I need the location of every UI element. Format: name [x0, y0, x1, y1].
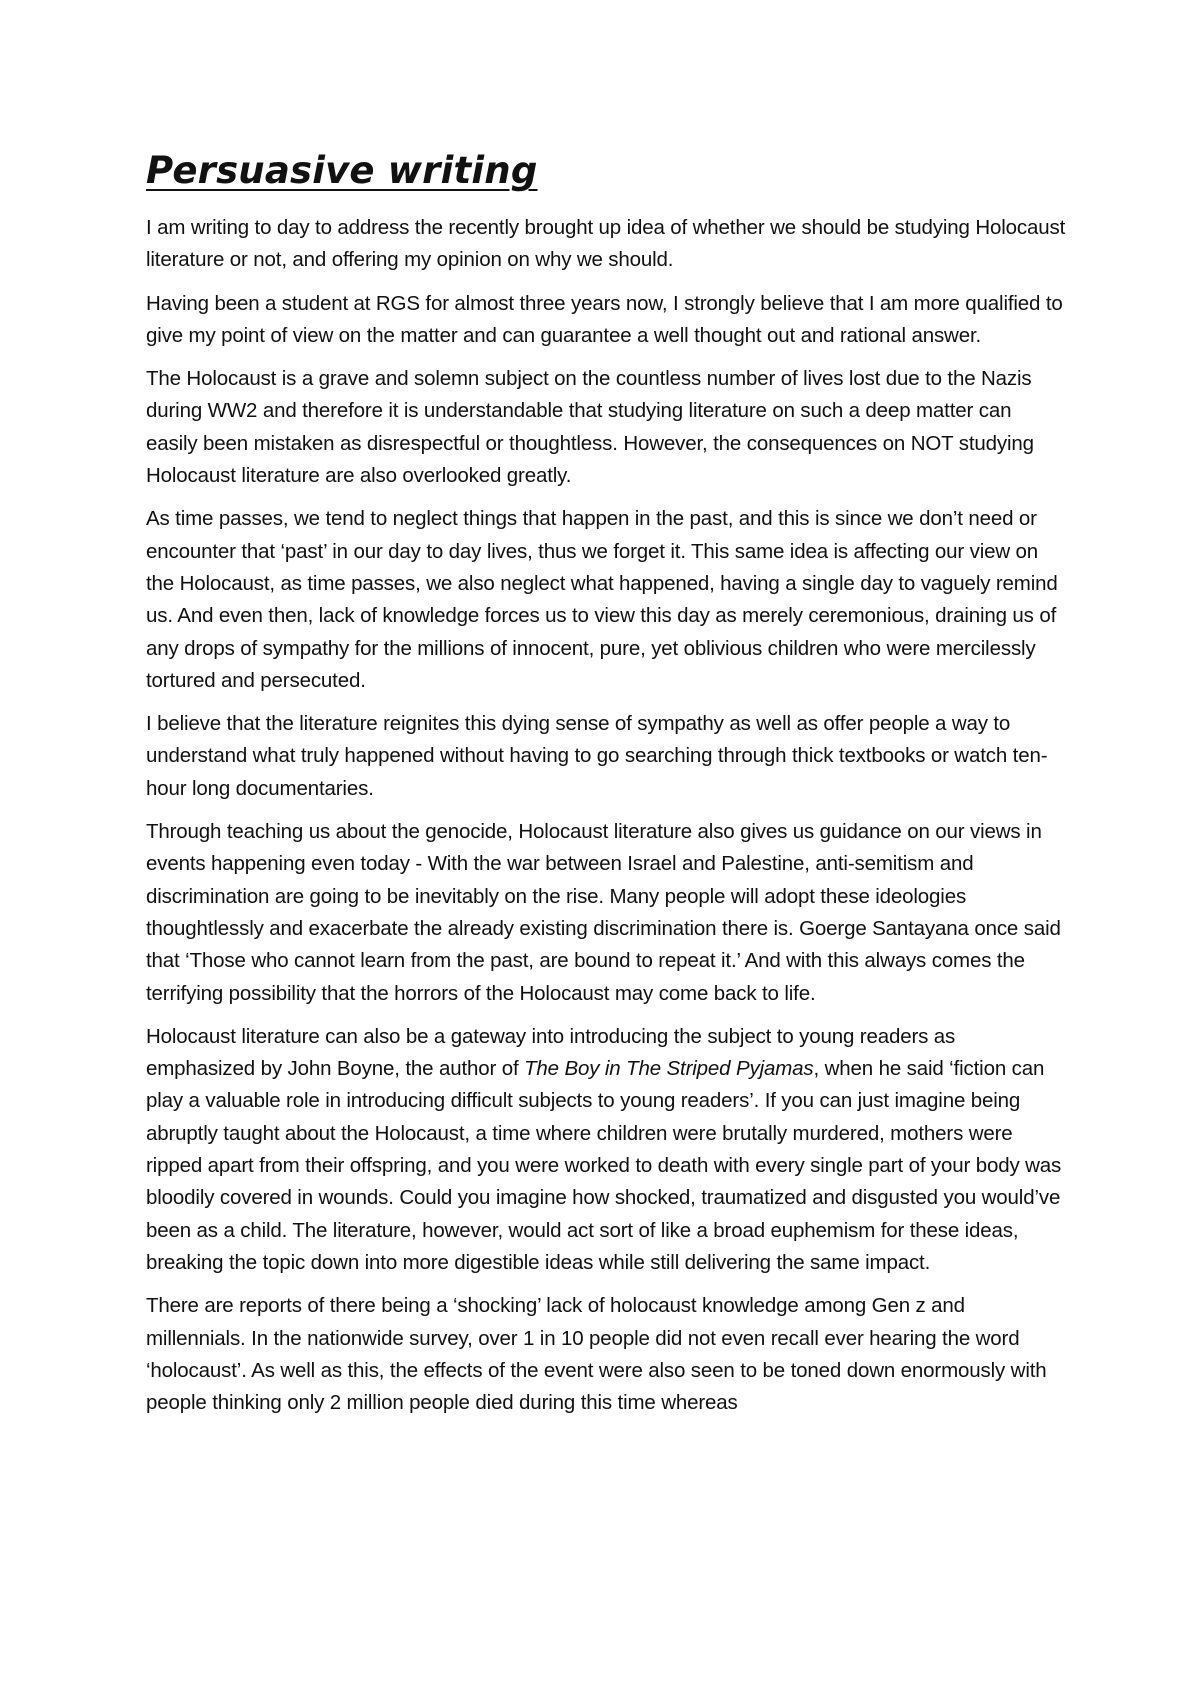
paragraph-john-boyne-before: Holocaust literature can also be a gateway into introducing the subject to young readers as emphasized by John Boyne, the author of	[146, 1024, 956, 1081]
document-page	[146, 148, 1066, 1430]
paragraph-sympathy: I believe that the literature reignites this dying sense of sympathy as well as offer people a way to understand what truly happened without having to go searching through thick textbooks or watch ten-hour long documentaries.	[146, 712, 1048, 800]
document-title: Persuasive writing	[146, 149, 538, 192]
paragraph-time-passes: As time passes, we tend to neglect things that happen in the past, and this is since we don’t need or encounter that ‘past’ in our day to day lives, thus we forget it. This same idea is affecting our view on the Holocaust, as time passes, we also neglect what happened, having a single day to vaguely remind us. And even then, lack of knowledge forces us to view this day as merely ceremonious, draining us of any drops of sympathy for the millions of innocent, pure, yet oblivious children who were mercilessly tortured and persecuted.	[146, 507, 1058, 692]
paragraph-intro: I am writing to day to address the recently brought up idea of whether we should be studying Holocaust literature or not, and offering my opinion on why we should.	[146, 216, 1066, 272]
paragraph-john-boyne	[146, 1021, 1066, 1279]
paragraph-survey: There are reports of there being a ‘shocking’ lack of holocaust knowledge among Gen z and millennials. In the nationwide survey, over 1 in 10 people did not even recall ever hearing the word ‘holocaust’. As well as this, the effects of the event were also seen to be toned down enormously with people thinking only 2 million people died during this time whereas	[146, 1294, 1047, 1415]
paragraph-john-boyne-after: , when he said ‘fiction can play a valuable role in introducing difficult subjects to young readers’. If you can just imagine being abruptly taught about the Holocaust, a time where children were brutally murdered, mothers were ripped apart from their offspring, and you were worked to death with every single part of your body was bloodily covered in wounds. Could you imagine how shocked, traumatized and disgusted you would’ve been as a child. The literature, however, would act sort of like a broad euphemism for these ideas, breaking the topic down into more digestible ideas while still delivering the same impact.	[146, 1057, 1062, 1274]
paragraph-genocide-guidance: Through teaching us about the genocide, Holocaust literature also gives us guidance on our views in events happening even today - With the war between Israel and Palestine, anti-semitism and discrimination are going to be inevitably on the rise. Many people will adopt these ideologies thoughtlessly and exacerbate the already existing discrimination there is. Goerge Santayana once said that ‘Those who cannot learn from the past, are bound to repeat it.’ And with this always comes the terrifying possibility that the horrors of the Holocaust may come back to life.	[146, 820, 1061, 1005]
book-title: The Boy in The Striped Pyjamas	[524, 1057, 814, 1081]
paragraph-holocaust-subject: The Holocaust is a grave and solemn subject on the countless number of lives lost due to the Nazis during WW2 and therefore it is understandable that studying literature on such a deep matter can easily been mistaken as disrespectful or thoughtless. However, the consequences on NOT studying Holocaust literature are also overlooked greatly.	[146, 367, 1034, 488]
paragraph-credentials: Having been a student at RGS for almost three years now, I strongly believe that I am more qualified to give my point of view on the matter and can guarantee a well thought out and rational answer.	[146, 291, 1063, 347]
